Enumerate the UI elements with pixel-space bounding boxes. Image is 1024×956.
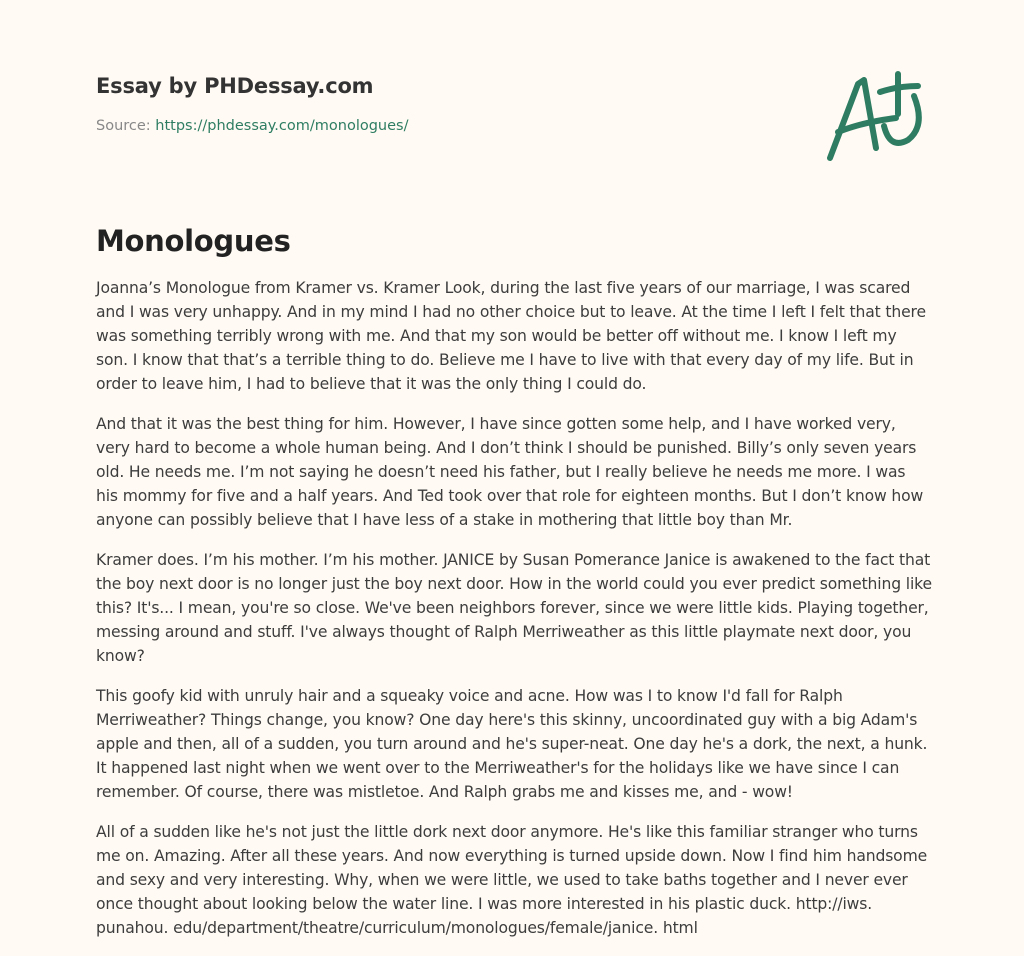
a-plus-logo-icon xyxy=(818,66,928,166)
paragraph: All of a sudden like he's not just the little dork next door anymore. He's like this familiar stranger who turns me on. Amazing. After all these years. And now everything is turned upside down. Now I find him handsome and sexy and very interesting. Why, when we were little, we used to take baths together and I never ever once thought about looking below the water line. I was more interested in his plastic duck. http://iws. punahou. edu/department/theatre/curriculum/monologues/female/janice. html xyxy=(96,823,928,937)
paragraph: Joanna’s Monologue from Kramer vs. Kramer Look, during the last five years of our marriage, I was scared and I was very unhappy. And in my mind I had no other choice but to leave. At the time I left I felt that there was something terribly wrong with me. And that my son would be better off without me. I know I left my son. I know that that’s a terrible thing to do. Believe me I have to live with that every day of my life. But in order to leave him, I had to believe that it was the only thing I could do. xyxy=(96,279,926,393)
page-header xyxy=(96,74,408,134)
article xyxy=(96,224,932,956)
source-line xyxy=(96,118,408,134)
paragraph: Kramer does. I’m his mother. I’m his mother. JANICE by Susan Pomerance Janice is awakened to the fact that the boy next door is no longer just the boy next door. How in the world could you ever predict something like this? It's... I mean, you're so close. We've been neighbors forever, since we were little kids. Playing together, messing around and stuff. I've always thought of Ralph Merriweather as this little playmate next door, you know? xyxy=(96,551,932,665)
article-title: Monologues xyxy=(96,224,291,258)
source-link[interactable]: https://phdessay.com/monologues/ xyxy=(155,118,409,134)
site-title: Essay by PHDessay.com xyxy=(96,74,374,98)
paragraph: This goofy kid with unruly hair and a squeaky voice and acne. How was I to know I'd fall for Ralph Merriweather? Things change, you know? One day here's this skinny, uncoordinated guy with a big Adam's apple and then, all of a sudden, you turn around and he's super-neat. One day he's a dork, the next, a hunk. It happened last night when we went over to the Merriweather's for the holidays like we have since I can remember. Of course, there was mistletoe. And Ralph grabs me and kisses me, and - wow! xyxy=(96,687,928,801)
source-label: Source: xyxy=(96,118,151,134)
paragraph: And that it was the best thing for him. However, I have since gotten some help, and I have worked very, very hard to become a whole human being. And I don’t think I should be punished. Billy’s only seven years old. He needs me. I’m not saying he doesn’t need his father, but I really believe he needs me more. I was his mommy for five and a half years. And Ted took over that role for eighteen months. But I don’t know how anyone can possibly believe that I have less of a stake in mothering that little boy than Mr. xyxy=(96,415,924,529)
